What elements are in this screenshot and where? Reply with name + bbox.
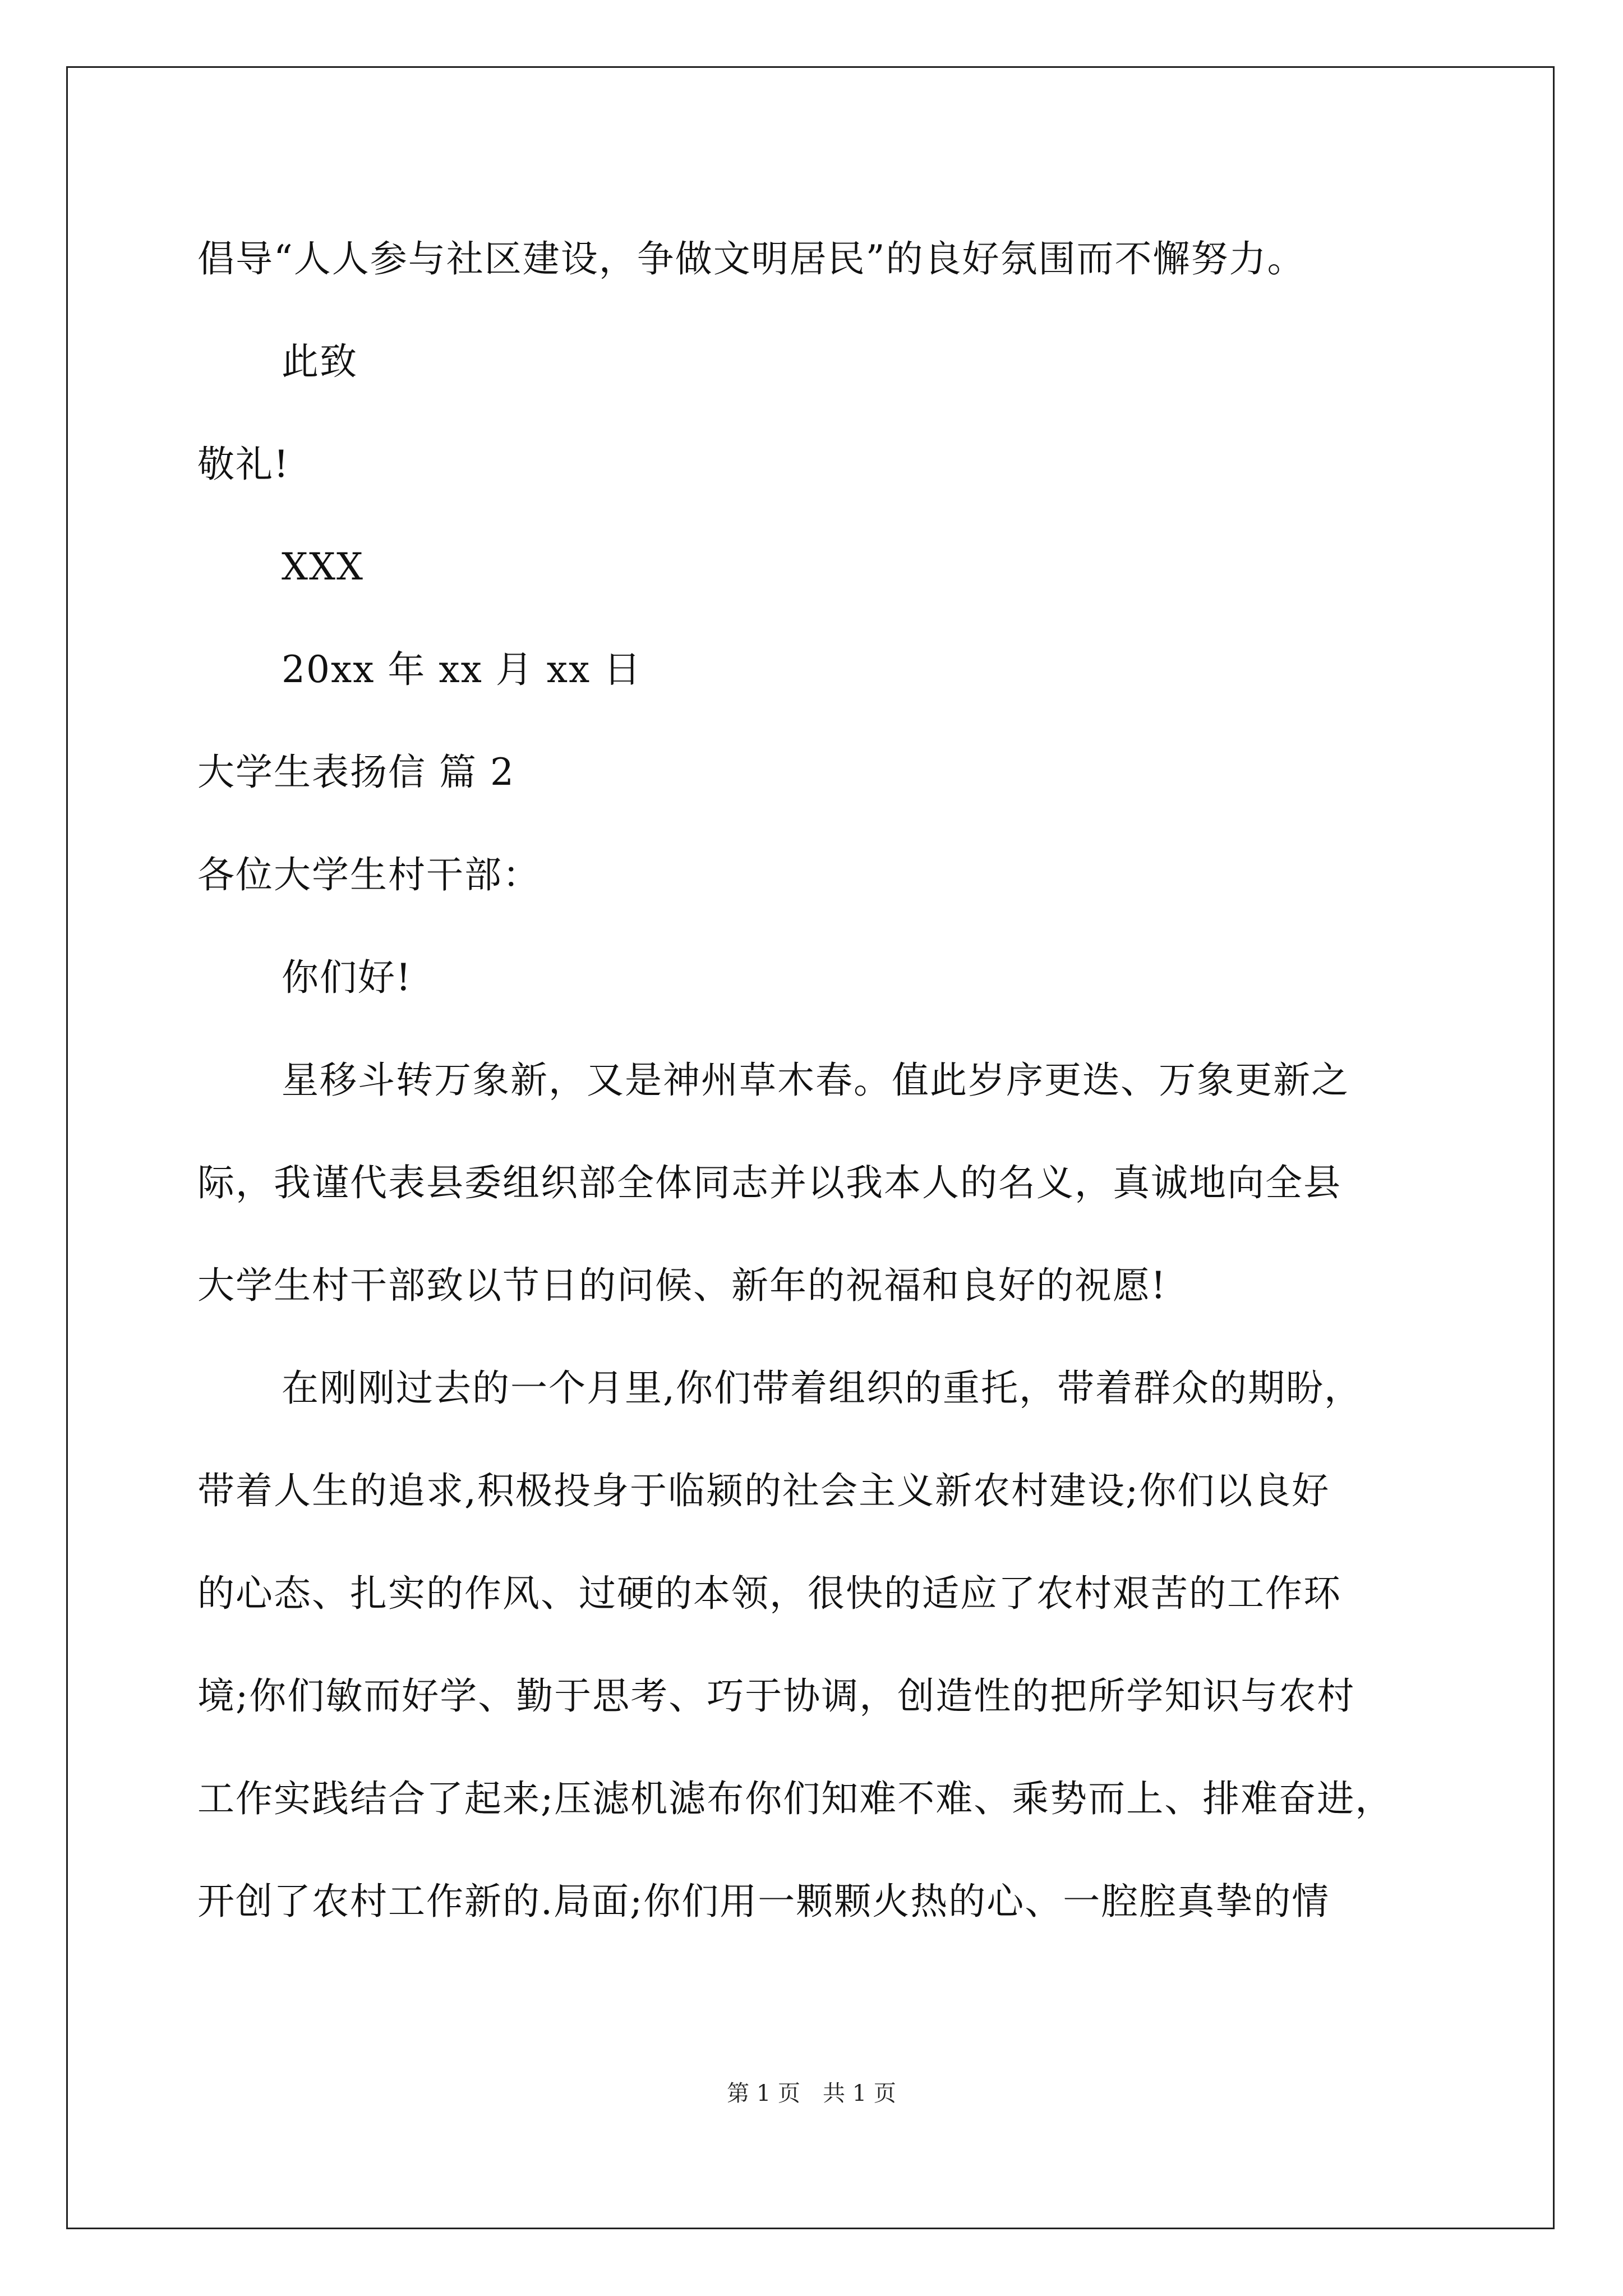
letter-hello: 你们好! — [282, 956, 412, 999]
paragraph-line: 的心态、扎实的作风、过硬的本领，很快的适应了农村艰苦的工作环 — [197, 1572, 1341, 1615]
paragraph-line: 大学生村干部致以节日的问候、新年的祝福和良好的祝愿! — [197, 1264, 1167, 1307]
letter-greeting: 各位大学生村干部： — [197, 853, 541, 896]
paragraph-line: 际，我谨代表县委组织部全体同志并以我本人的名义，真诚地向全县 — [197, 1161, 1341, 1204]
document-body — [197, 208, 1431, 1953]
paragraph-line: 星移斗转万象新，又是神州草木春。值此岁序更迭、万象更新之 — [282, 1059, 1349, 1102]
closing-regards: 敬礼! — [197, 443, 290, 486]
paragraph-line: 在刚刚过去的一个月里,你们带着组织的重托，带着群众的期盼， — [282, 1366, 1362, 1410]
closing-salutation: 此致 — [282, 340, 358, 383]
signature-date: 20xx 年 xx 月 xx 日 — [282, 648, 642, 691]
paragraph-line: 工作实践结合了起来;压滤机滤布你们知难不难、乘势而上、排难奋进， — [197, 1777, 1394, 1820]
section-title: 大学生表扬信 篇 2 — [197, 751, 515, 794]
paragraph-line: 开创了农村工作新的.局面;你们用一颗颗火热的心、一腔腔真挚的情 — [197, 1880, 1330, 1923]
page-footer: 第 1 页 共 1 页 — [727, 2081, 896, 2106]
paragraph-line: 带着人生的追求,积极投身于临颍的社会主义新农村建设;你们以良好 — [197, 1469, 1330, 1512]
paragraph-line: 境;你们敏而好学、勤于思考、巧于协调，创造性的把所学知识与农村 — [197, 1674, 1355, 1718]
paragraph-line: 倡导“人人参与社区建设，争做文明居民”的良好氛围而不懈努力。 — [197, 237, 1306, 280]
signature-name: XXX — [282, 545, 364, 588]
